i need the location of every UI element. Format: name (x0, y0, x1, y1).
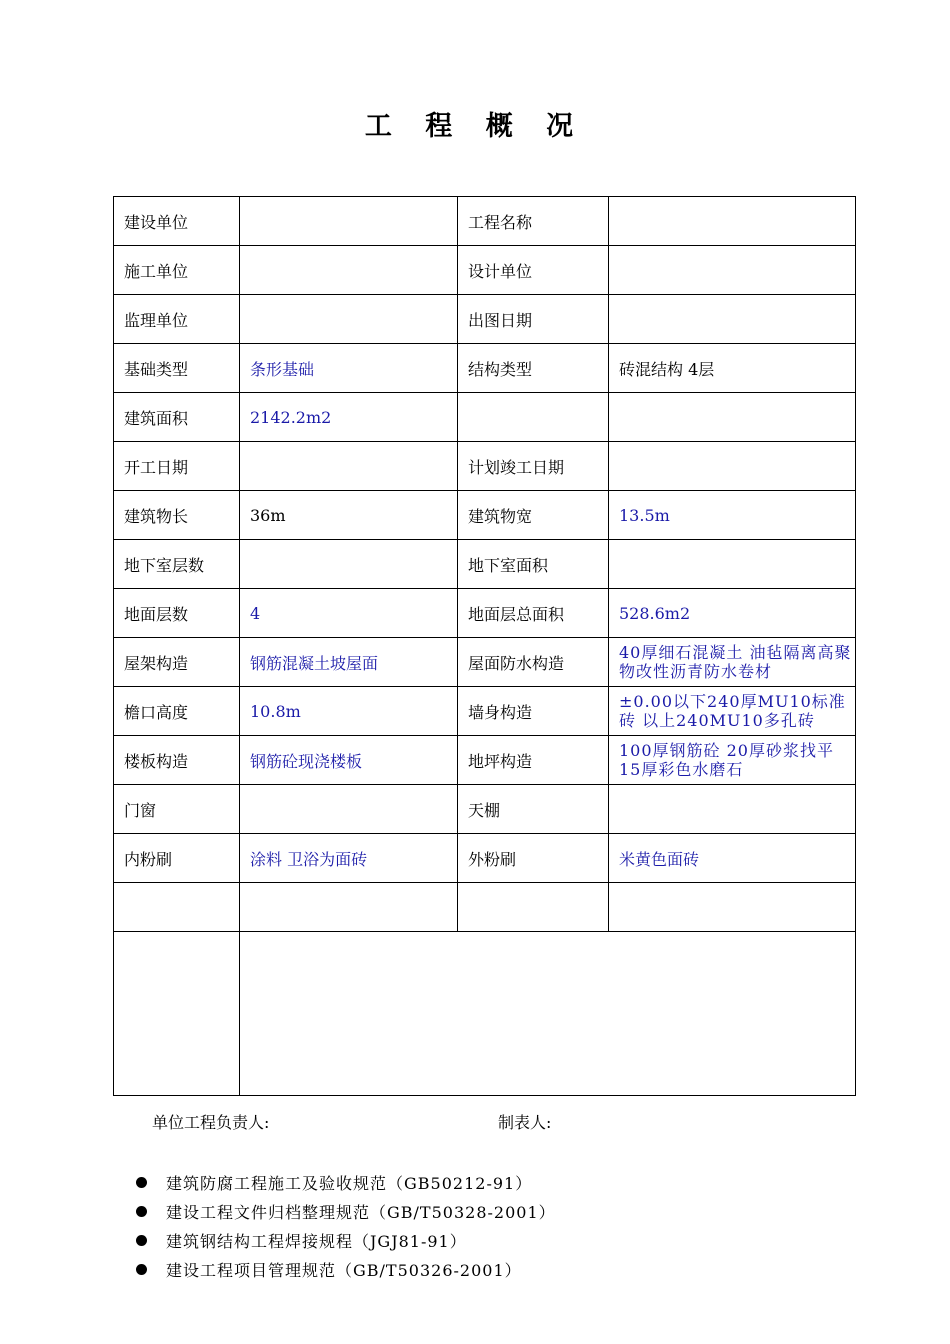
label-cell: 檐口高度 (114, 687, 240, 736)
value-cell (240, 442, 458, 491)
table-row (114, 344, 856, 393)
reference-text: 建筑钢结构工程焊接规程（JGJ81-91） (166, 1232, 467, 1251)
label-cell: 开工日期 (114, 442, 240, 491)
value-cell (609, 883, 856, 932)
value-cell: 涂料 卫浴为面砖 (240, 834, 458, 883)
table-row (114, 834, 856, 883)
responsible-person-label: 单位工程负责人: (152, 1113, 270, 1132)
label-cell: 建筑物长 (114, 491, 240, 540)
empty-cell (114, 932, 240, 1096)
label-cell: 建设单位 (114, 197, 240, 246)
label-cell: 地下室层数 (114, 540, 240, 589)
label-cell: 基础类型 (114, 344, 240, 393)
table-row (114, 197, 856, 246)
value-cell: 钢筋混凝土坡屋面 (240, 638, 458, 687)
table-row (114, 883, 856, 932)
label-cell: 屋面防水构造 (458, 638, 609, 687)
reference-list (136, 1168, 556, 1284)
table-row (114, 246, 856, 295)
label-cell: 结构类型 (458, 344, 609, 393)
label-cell: 屋架构造 (114, 638, 240, 687)
value-cell (609, 540, 856, 589)
table-row (114, 687, 856, 736)
list-item (136, 1226, 556, 1255)
label-cell: 设计单位 (458, 246, 609, 295)
label-cell: 建筑面积 (114, 393, 240, 442)
value-cell (609, 197, 856, 246)
table-row (114, 736, 856, 785)
value-cell: 36m (240, 491, 458, 540)
value-cell (609, 393, 856, 442)
reference-text: 建设工程项目管理规范（GB/T50326-2001） (166, 1261, 522, 1280)
value-cell (240, 197, 458, 246)
label-cell: 地下室面积 (458, 540, 609, 589)
value-cell: 13.5m (609, 491, 856, 540)
label-cell: 天棚 (458, 785, 609, 834)
page-title: 工 程 概 况 (364, 111, 586, 142)
value-cell: ±0.00以下240厚MU10标准砖 以上240MU10多孔砖 (609, 687, 856, 736)
reference-text: 建设工程文件归档整理规范（GB/T50328-2001） (166, 1203, 556, 1222)
table-row (114, 393, 856, 442)
table-row (114, 540, 856, 589)
label-cell: 地面层数 (114, 589, 240, 638)
value-cell (609, 442, 856, 491)
label-cell: 计划竣工日期 (458, 442, 609, 491)
empty-cell (240, 932, 856, 1096)
value-cell (609, 246, 856, 295)
bullet-icon (136, 1206, 147, 1217)
label-cell: 出图日期 (458, 295, 609, 344)
label-cell (458, 393, 609, 442)
label-cell: 门窗 (114, 785, 240, 834)
label-cell: 监理单位 (114, 295, 240, 344)
value-cell: 40厚细石混凝土 油毡隔离高聚物改性沥青防水卷材 (609, 638, 856, 687)
value-cell: 砖混结构 4层 (609, 344, 856, 393)
table-row (114, 589, 856, 638)
table-row (114, 932, 856, 1096)
label-cell: 地坪构造 (458, 736, 609, 785)
bullet-icon (136, 1177, 147, 1188)
project-overview-table (113, 196, 856, 1096)
label-cell (458, 883, 609, 932)
label-cell: 外粉刷 (458, 834, 609, 883)
value-cell (609, 785, 856, 834)
value-cell: 米黄色面砖 (609, 834, 856, 883)
list-item (136, 1255, 556, 1284)
list-item (136, 1197, 556, 1226)
label-cell: 内粉刷 (114, 834, 240, 883)
label-cell: 工程名称 (458, 197, 609, 246)
value-cell: 条形基础 (240, 344, 458, 393)
value-cell (240, 295, 458, 344)
label-cell: 楼板构造 (114, 736, 240, 785)
table-row (114, 638, 856, 687)
label-cell: 建筑物宽 (458, 491, 609, 540)
table-row (114, 785, 856, 834)
value-cell: 钢筋砼现浇楼板 (240, 736, 458, 785)
table-row (114, 295, 856, 344)
value-cell: 10.8m (240, 687, 458, 736)
label-cell: 墙身构造 (458, 687, 609, 736)
table-row (114, 491, 856, 540)
reference-text: 建筑防腐工程施工及验收规范（GB50212-91） (166, 1174, 533, 1193)
label-cell: 施工单位 (114, 246, 240, 295)
value-cell: 100厚钢筋砼 20厚砂浆找平 15厚彩色水磨石 (609, 736, 856, 785)
bullet-icon (136, 1235, 147, 1246)
label-cell (114, 883, 240, 932)
tabulator-label: 制表人: (498, 1113, 552, 1132)
list-item (136, 1168, 556, 1197)
value-cell (240, 883, 458, 932)
value-cell: 4 (240, 589, 458, 638)
value-cell (240, 785, 458, 834)
label-cell: 地面层总面积 (458, 589, 609, 638)
value-cell (240, 540, 458, 589)
bullet-icon (136, 1264, 147, 1275)
value-cell: 528.6m2 (609, 589, 856, 638)
value-cell (240, 246, 458, 295)
value-cell (609, 295, 856, 344)
value-cell: 2142.2m2 (240, 393, 458, 442)
table-row (114, 442, 856, 491)
